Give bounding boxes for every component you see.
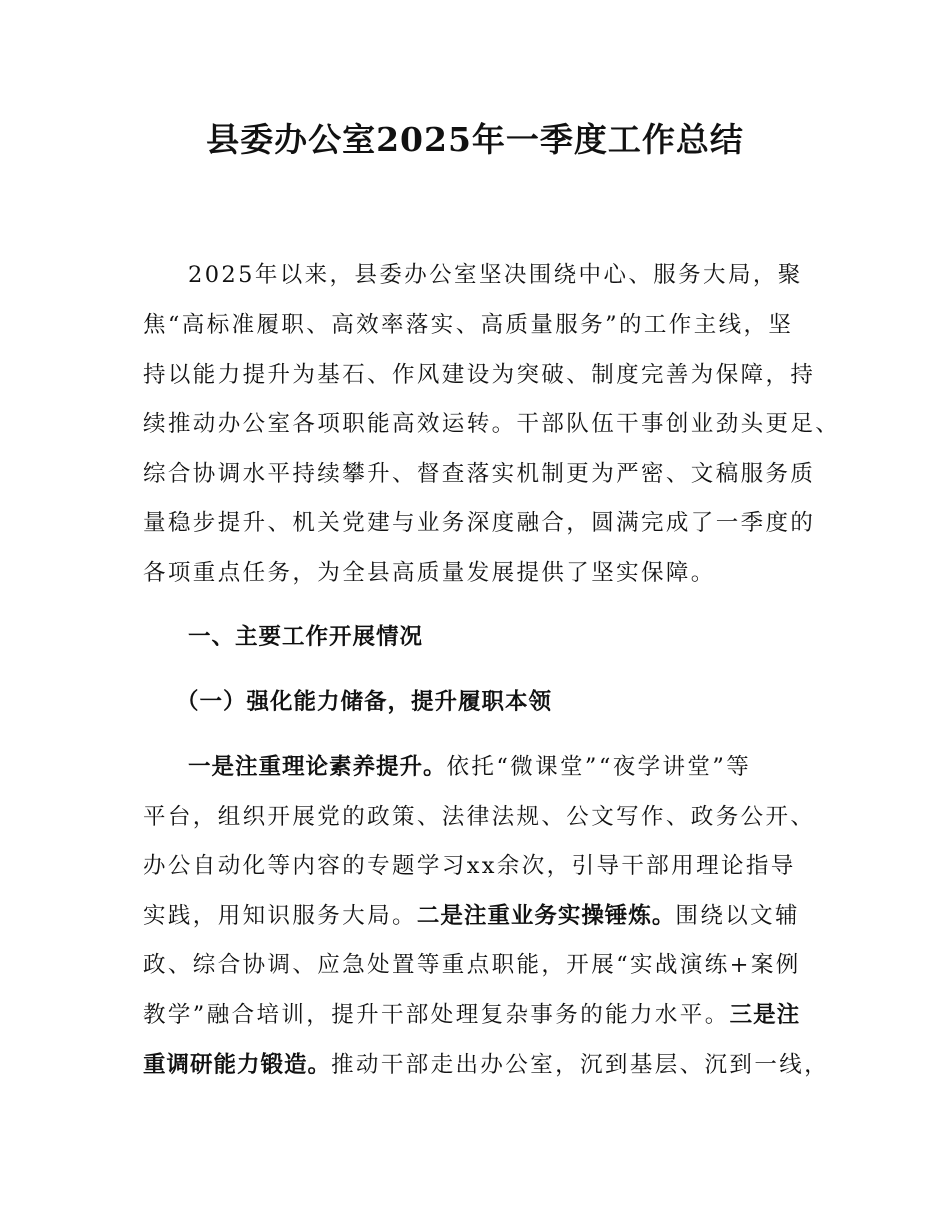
bold-point-3: 三是注 bbox=[729, 1002, 801, 1028]
body-line-1 bbox=[188, 750, 751, 784]
body-line-4 bbox=[143, 899, 800, 933]
bold-point-1: 一是注重理论素养提升。 bbox=[188, 754, 447, 780]
intro-line-2: 焦“高标准履职、高效率落实、高质量服务”的工作主线，坚 bbox=[143, 312, 794, 338]
body-line-6 bbox=[143, 998, 800, 1032]
subsection-heading-1: （一）强化能力储备，提升履职本领 bbox=[176, 689, 553, 715]
body-line-2: 平台，组织开展党的政策、法律法规、公文写作、政务公开、 bbox=[143, 804, 816, 830]
body-text: 围绕以文辅 bbox=[675, 903, 800, 929]
body-text: 推动干部走出办公室，沉到基层、沉到一线， bbox=[331, 1052, 830, 1078]
body-line-5: 政、综合协调、应急处置等重点职能，开展“实战演练+案例 bbox=[143, 952, 801, 978]
intro-line-6: 量稳步提升、机关党建与业务深度融合，圆满完成了一季度的 bbox=[143, 510, 816, 536]
intro-line-4: 续推动办公室各项职能高效运转。干部队伍干事创业劲头更足、 bbox=[143, 411, 841, 437]
bold-point-3-cont: 重调研能力锻造。 bbox=[143, 1052, 332, 1078]
body-text: 教学”融合培训，提升干部处理复杂事务的能力水平。 bbox=[143, 1002, 730, 1028]
body-line-7 bbox=[143, 1048, 829, 1082]
bold-point-2: 二是注重业务实操锤炼。 bbox=[416, 903, 676, 929]
intro-line-5: 综合协调水平持续攀升、督查落实机制更为严密、文稿服务质 bbox=[143, 461, 816, 487]
body-line-3: 办公自动化等内容的专题学习xx余次，引导干部用理论指导 bbox=[143, 853, 796, 879]
intro-line-7: 各项重点任务，为全县高质量发展提供了坚实保障。 bbox=[143, 560, 716, 586]
document-title: 县委办公室2025年一季度工作总结 bbox=[206, 120, 744, 159]
intro-line-3: 持以能力提升为基石、作风建设为突破、制度完善为保障，持 bbox=[143, 362, 816, 388]
section-heading-1: 一、主要工作开展情况 bbox=[188, 624, 424, 650]
body-text: 实践，用知识服务大局。 bbox=[143, 903, 417, 929]
body-text: 依托“微课堂”“夜学讲堂”等 bbox=[446, 754, 752, 780]
intro-line-1: 2025年以来，县委办公室坚决围绕中心、服务大局，聚 bbox=[188, 262, 803, 288]
